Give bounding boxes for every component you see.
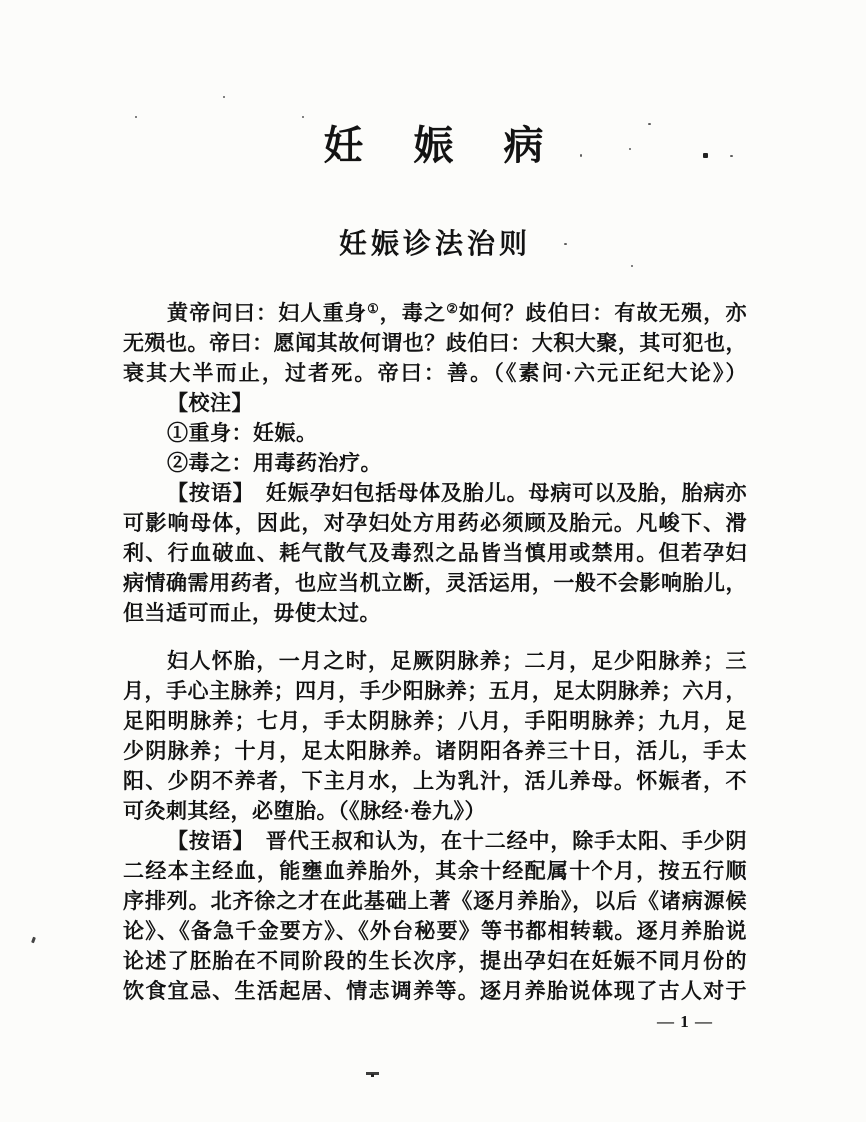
text-line: 可灸刺其经，必堕胎。（《脉经·卷九》） (123, 799, 487, 823)
text-column (123, 0, 747, 1032)
chapter-title: 妊 娠 病 (323, 123, 547, 168)
text-line: 妇人怀胎，一月之时，足厥阴脉养；二月，足少阳脉养；三 (167, 649, 747, 673)
page-number: — 1 — (657, 1012, 713, 1031)
footnote-marker-1: ① (367, 301, 380, 316)
text-line: 可影响母体，因此，对孕妇处方用药必须顾及胎元。凡峻下、滑 (123, 511, 747, 535)
footnote-line: ①重身：妊娠。 (167, 421, 318, 445)
text-line: 病情确需用药者，也应当机立断，灵活运用，一般不会影响胎儿， (123, 571, 747, 595)
quote-paragraph-maijing (123, 646, 747, 826)
text-line: 【按语】 妊娠孕妇包括母体及胎儿。母病可以及胎，胎病亦 (167, 481, 747, 505)
scan-speck (223, 96, 225, 98)
text-line: 利、行血破血、耗气散气及毒烈之品皆当慎用或禁用。但若孕妇 (123, 541, 747, 565)
text-line: 足阳明脉养；七月，手太阴脉养；八月，手阳明脉养；九月，足 (123, 709, 747, 733)
anyu-commentary-2 (123, 826, 747, 1006)
text-segment: 如何？歧伯曰：有故无殒，亦 (458, 301, 748, 325)
text-line: 饮食宜忌、生活起居、情志调养等。逐月养胎说体现了古人对于 (123, 979, 747, 1003)
text-line: 但当适可而止，毋使太过。 (123, 601, 381, 625)
quote-paragraph-suwen (123, 294, 747, 388)
text-segment: ，毒之 (379, 301, 447, 325)
anyu-commentary-1 (123, 478, 747, 628)
text-line: 衰其大半而止，过者死。帝曰：善。（《素问·六元正纪大论》） (123, 361, 747, 385)
text-line: 月，手心主脉养；四月，手少阳脉养；五月，足太阴脉养；六月， (123, 679, 747, 703)
scan-speck (564, 243, 567, 245)
scan-dash (366, 1072, 379, 1075)
text-line (123, 294, 747, 328)
scan-speck (730, 155, 733, 157)
section-title: 妊娠诊法治则 (338, 229, 531, 260)
text-line: 无殒也。帝曰：愿闻其故何谓也？歧伯曰：大积大聚，其可犯也， (123, 331, 747, 355)
scan-speck (703, 153, 708, 158)
text-line: 序排列。北齐徐之才在此基础上著《逐月养胎》，以后《诸病源候 (123, 889, 747, 913)
text-line: 二经本主经血，能壅血养胎外，其余十经配属十个月，按五行顺 (123, 859, 747, 883)
text-line: 少阴脉养；十月，足太阳脉养。诸阴阳各养三十日，活儿，手太 (123, 739, 747, 763)
footnote-marker-2: ② (446, 301, 459, 316)
scan-speck (580, 154, 582, 157)
footnote-line: ②毒之：用毒药治疗。 (167, 451, 382, 475)
jiaozhu-header: 【校注】 (167, 391, 253, 415)
text-line: 论述了胚胎在不同阶段的生长次序，提出孕妇在妊娠不同月份的 (123, 949, 747, 973)
jiaozhu-notes-section (123, 388, 747, 478)
text-line: 【按语】 晋代王叔和认为，在十二经中，除手太阳、手少阴 (167, 829, 747, 853)
scan-speck (135, 116, 137, 118)
scan-speck (629, 148, 631, 150)
text-line: 阳、少阴不养者，下主月水，上为乳汁，活儿养母。怀娠者，不 (123, 769, 747, 793)
text-line: 论》、《备急千金要方》、《外台秘要》等书都相转载。逐月养胎说 (123, 919, 747, 943)
scan-speck (302, 116, 304, 118)
scan-speck (631, 265, 633, 267)
scan-mark (31, 937, 36, 944)
scan-speck (648, 123, 651, 125)
text-segment: 黄帝问曰：妇人重身 (167, 301, 368, 325)
